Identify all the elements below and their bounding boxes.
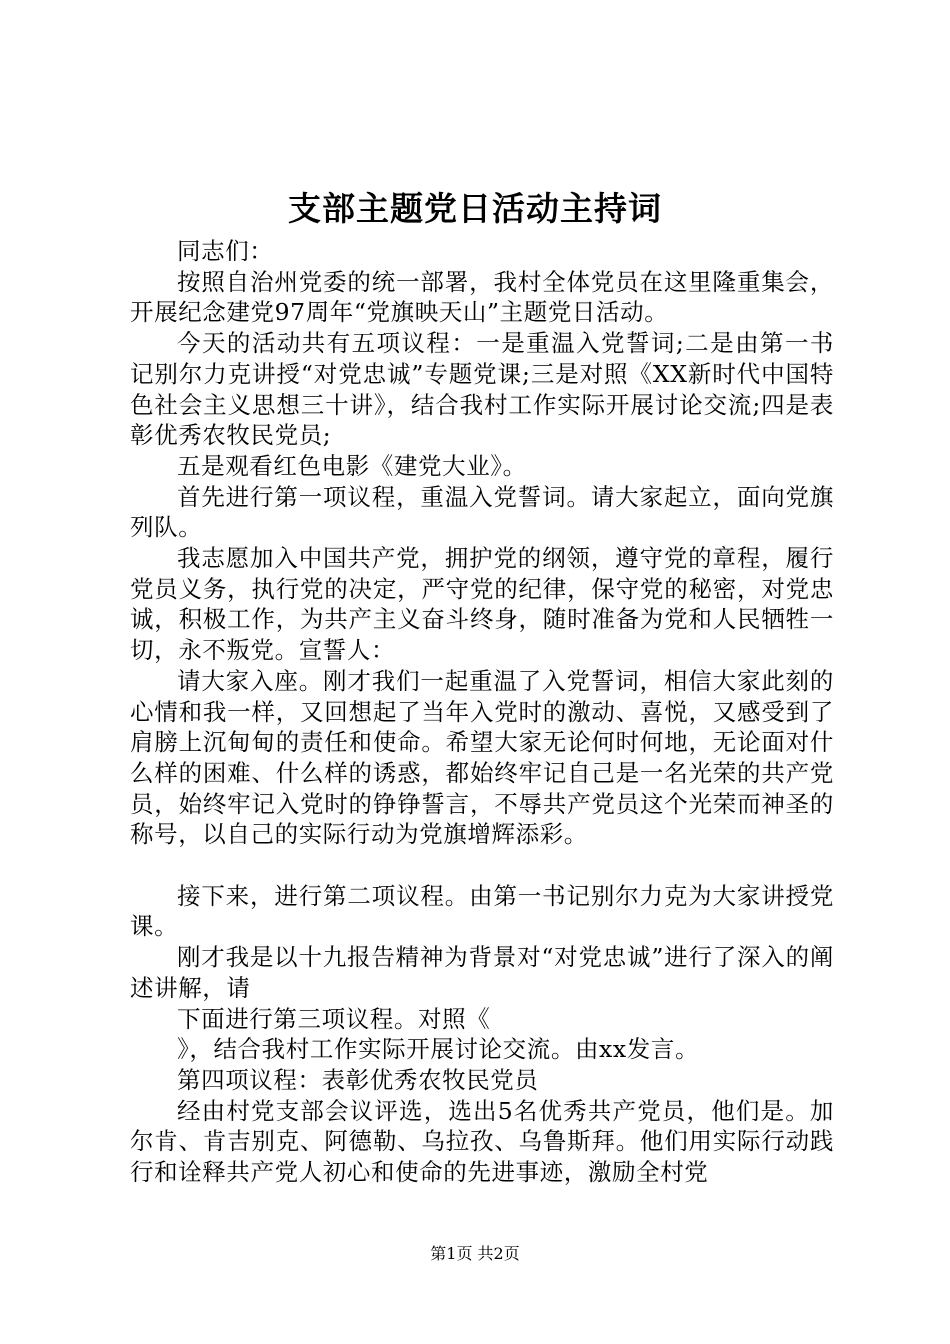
document-title: 支部主题党日活动主持词 [288,189,662,228]
page-number-footer: 第1页 共2页 [430,1244,520,1263]
paragraph-lecture-summary: 刚才我是以十九报告精神为背景对“对党忠诚”进行了深入的阐述讲解，请 [130,943,834,1002]
paragraph-agenda: 今天的活动共有五项议程：一是重温入党誓词;二是由第一书记别尔力克讲授“对党忠诚”专题党课;三是对照《XX新时代中国特色社会主义思想三十讲》，结合我村工作实际开展讨论交流;四是表彰优秀农牧民党员; [130,329,834,450]
paragraph-spacer [130,850,834,881]
paragraph-award: 经由村党支部会议评选，选出5名优秀共产党员，他们是。加尔肯、肯吉别克、阿德勒、乌拉孜、乌鲁斯拜。他们用实际行动践行和诠释共产党人初心和使命的先进事迹，激励全村党 [130,1096,834,1187]
paragraph-fourth-item: 第四项议程：表彰优秀农牧民党员 [177,1065,539,1094]
paragraph-first-item: 首先进行第一项议程，重温入党誓词。请大家起立，面向党旗列队。 [130,482,834,542]
paragraph-third-item: 下面进行第三项议程。对照《 [177,1004,491,1033]
paragraph-oath: 我志愿加入中国共产党，拥护党的纲领，遵守党的章程，履行党员义务，执行党的决定，严守党的纪律，保守党的秘密，对党忠诚，积极工作，为共产主义奋斗终身，随时准备为党和人民牺牲一切，永不叛党。宣誓人： [130,544,834,665]
paragraph-after-oath: 请大家入座。刚才我们一起重温了入党誓词，相信大家此刻的心情和我一样，又回想起了当年入党时的激动、喜悦，又感受到了肩膀上沉甸甸的责任和使命。希望大家无论何时何地，无论面对什么样的困难、什么样的诱惑，都始终牢记自己是一名光荣的共产党员，始终牢记入党时的铮铮誓言，不辱共产党员这个光荣而神圣的称号，以自己的实际行动为党旗增辉添彩。 [130,666,834,849]
document-body [130,236,834,1188]
paragraph-agenda-item-five: 五是观看红色电影《建党大业》。 [177,451,527,480]
paragraph-intro: 按照自治州党委的统一部署，我村全体党员在这里隆重集会，开展纪念建党97周年“党旗映天山”主题党日活动。 [130,267,834,327]
paragraph-third-item-cont: 》，结合我村工作实际开展讨论交流。由xx发言。 [177,1035,700,1064]
paragraph-greeting: 同志们： [177,237,274,265]
paragraph-second-item: 接下来，进行第二项议程。由第一书记别尔力克为大家讲授党课。 [130,881,834,941]
